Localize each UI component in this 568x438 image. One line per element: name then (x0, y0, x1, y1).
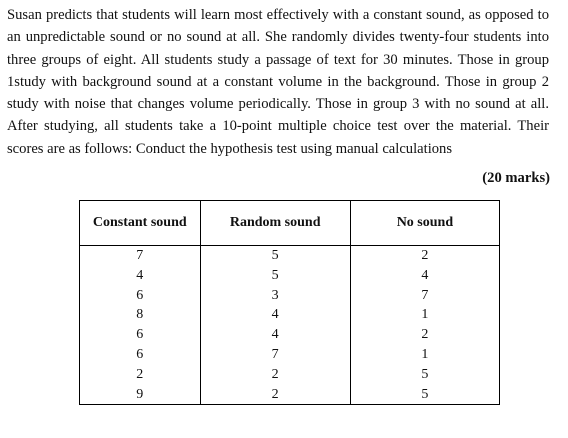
table-row (80, 305, 500, 325)
table-header-row (80, 201, 500, 246)
table-cell: 2 (350, 246, 499, 266)
header-random-sound: Random sound (200, 201, 350, 246)
header-no-sound: No sound (350, 201, 499, 246)
table-cell: 2 (200, 385, 350, 405)
table-cell: 5 (350, 365, 499, 385)
table-row (80, 246, 500, 266)
table-row (80, 286, 500, 306)
table-cell: 4 (200, 305, 350, 325)
table-cell: 9 (80, 385, 201, 405)
table-cell: 8 (80, 305, 201, 325)
question-text: Susan predicts that students will learn most effectively with a constant sound, as opposed to an unpredictable sound or no sound at all. She randomly divides twenty-four students into three groups of eight. All students study a passage of text for 30 minutes. Those in group 1study with background sound at a constant volume in the background. Those in group 2 study with noise that changes volume periodically. Those in group 3 with no sound at all. After studying, all students take a 10-point multiple choice test over the material. Their scores are as follows: Conduct the hypothesis test using manual calculations (7, 7, 549, 157)
table-cell: 7 (80, 246, 201, 266)
table-cell: 6 (80, 325, 201, 345)
table-cell: 4 (350, 266, 499, 286)
table-cell: 7 (200, 345, 350, 365)
table-row (80, 325, 500, 345)
table-cell: 5 (350, 385, 499, 405)
table-cell: 4 (200, 325, 350, 345)
table-row (80, 365, 500, 385)
table-cell: 5 (200, 266, 350, 286)
table-cell: 2 (80, 365, 201, 385)
scores-table (79, 200, 500, 405)
table-row (80, 266, 500, 286)
table-cell: 3 (200, 286, 350, 306)
table-cell: 2 (200, 365, 350, 385)
marks-label: (20 marks) (482, 170, 550, 186)
table-cell: 2 (350, 325, 499, 345)
table-cell: 6 (80, 286, 201, 306)
table-row (80, 385, 500, 405)
table-cell: 5 (200, 246, 350, 266)
table-cell: 1 (350, 345, 499, 365)
table-row (80, 345, 500, 365)
table-cell: 1 (350, 305, 499, 325)
table-cell: 7 (350, 286, 499, 306)
table-cell: 4 (80, 266, 201, 286)
header-constant-sound: Constant sound (80, 201, 201, 246)
table-cell: 6 (80, 345, 201, 365)
